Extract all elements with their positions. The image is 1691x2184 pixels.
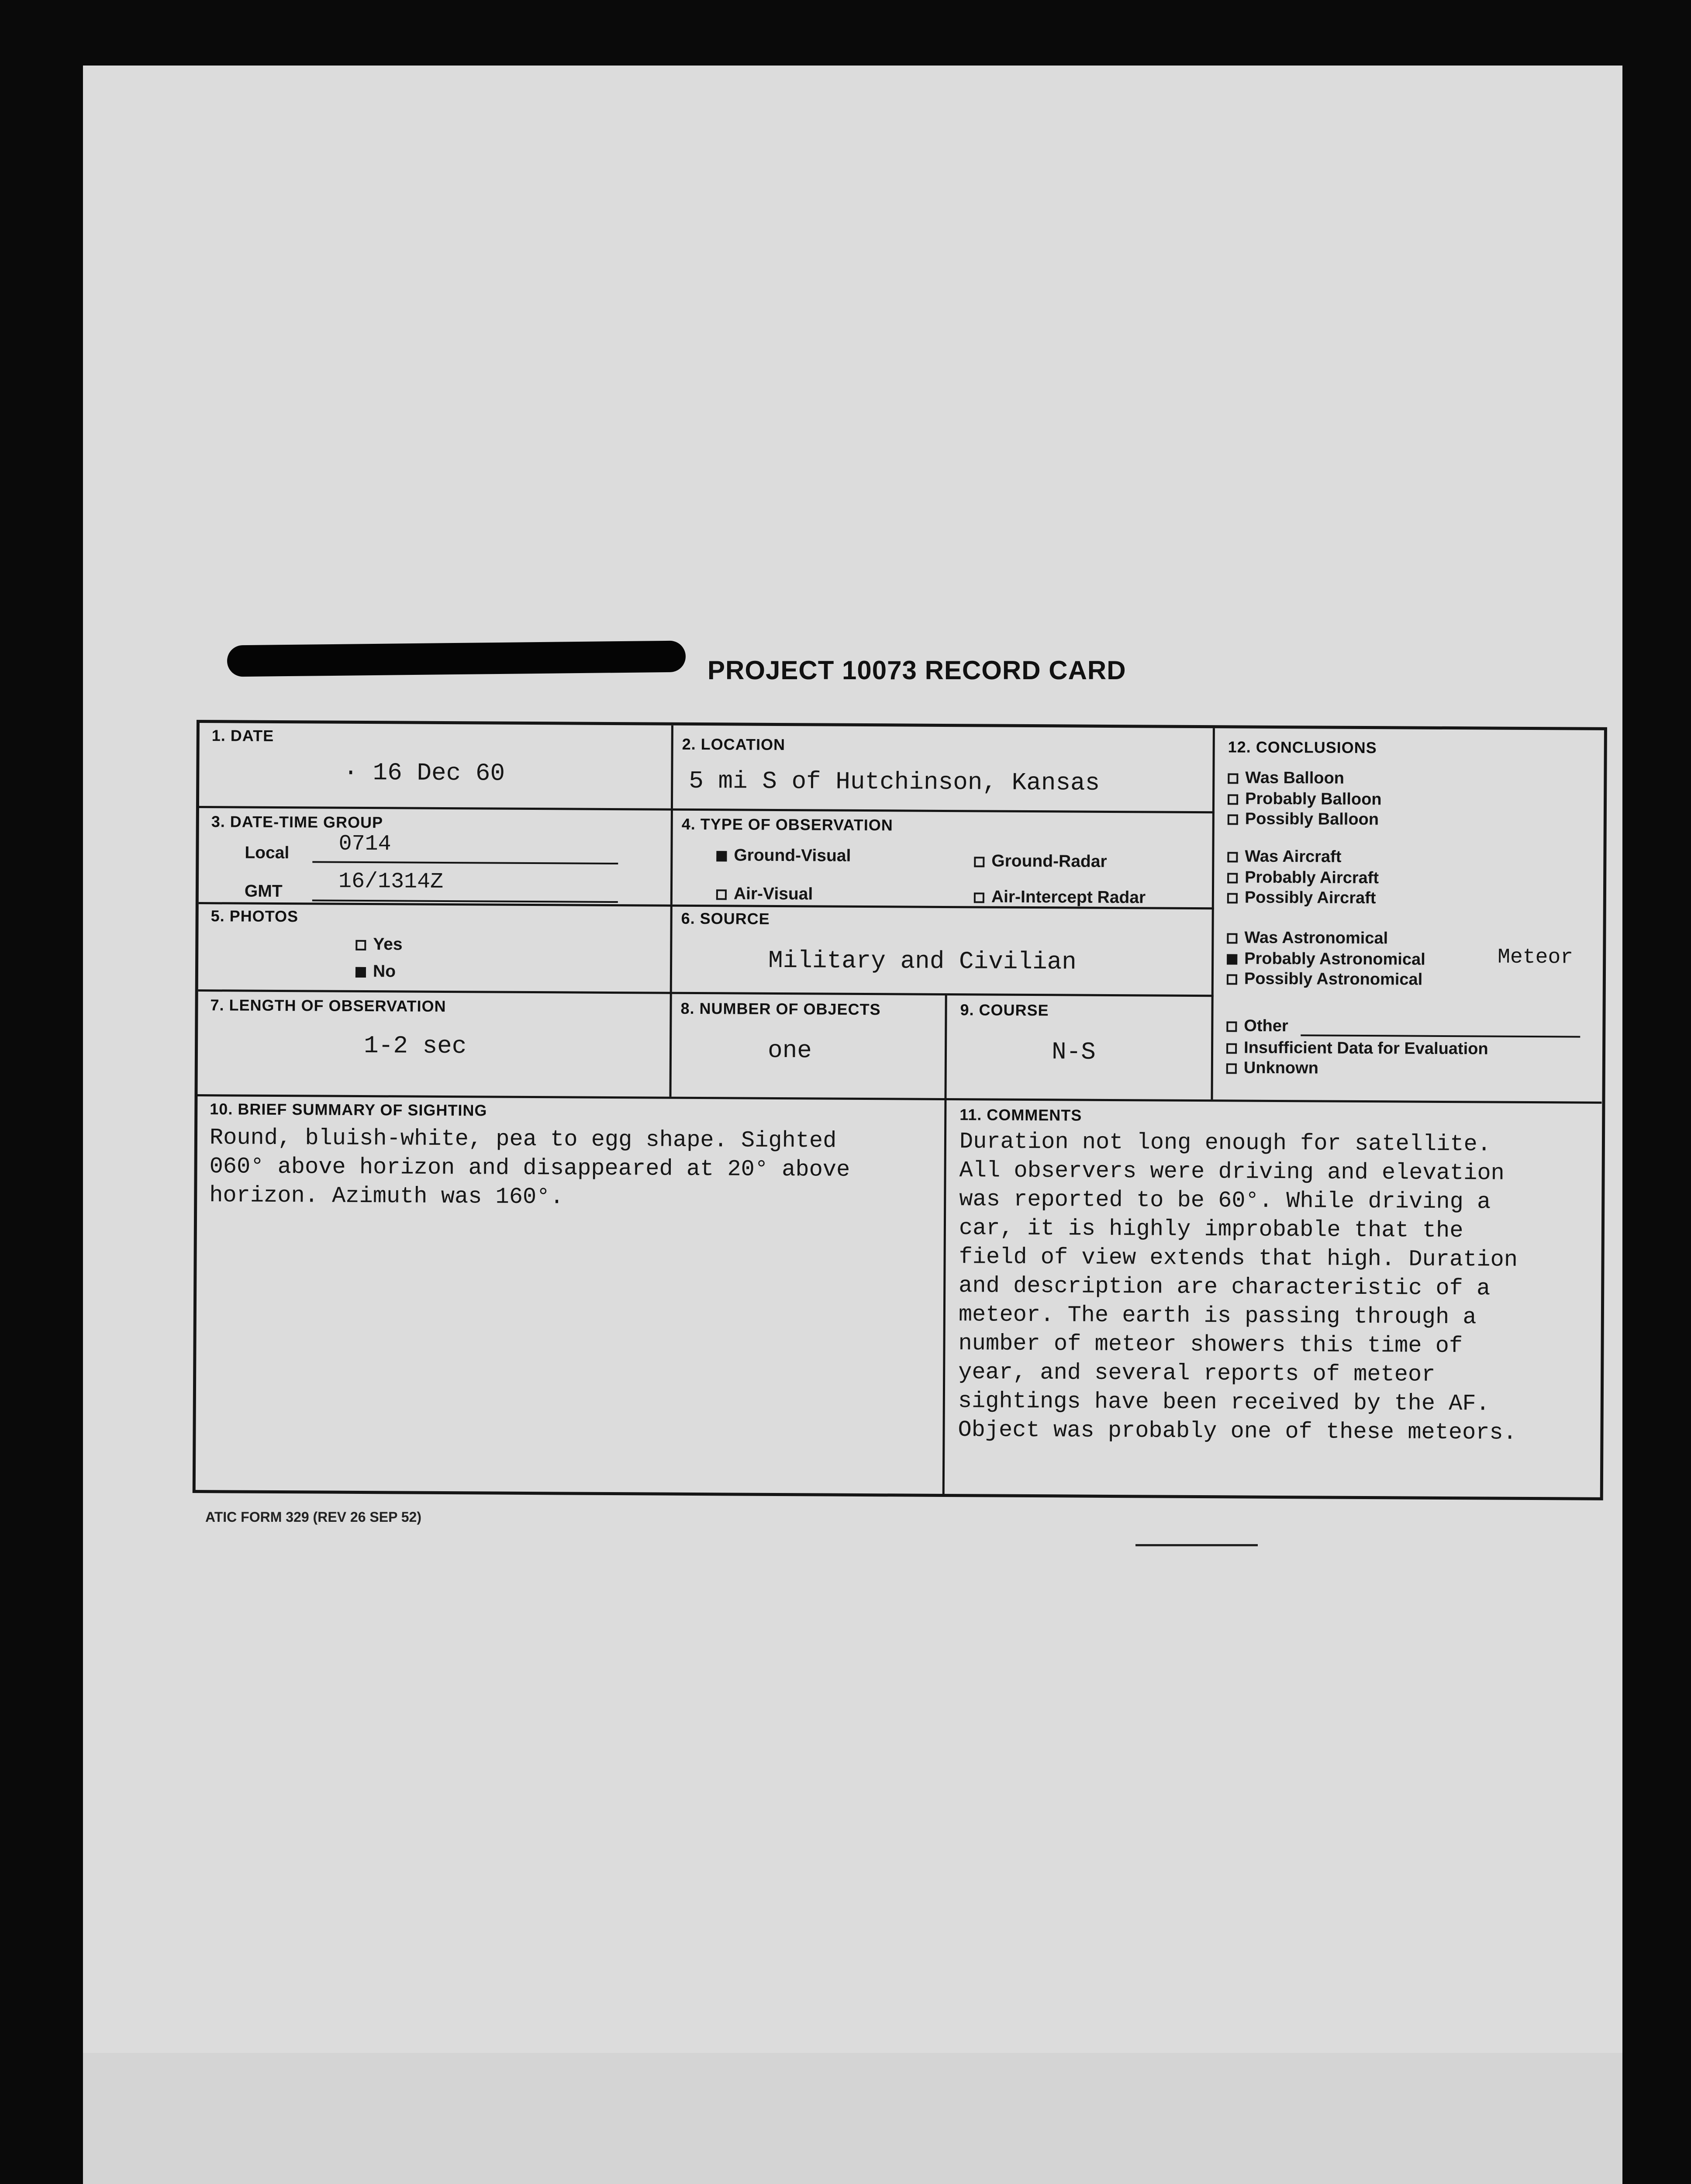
checkbox-icon [1227, 873, 1238, 883]
checkbox-icon [1228, 794, 1238, 805]
page-lower-shadow [83, 2053, 1622, 2184]
local-underline [312, 861, 618, 864]
conclusion-possibly-balloon: Possibly Balloon [1228, 809, 1379, 829]
comments-text: Duration not long enough for satellite. All observers were driving and elevation was reported to be 60°. While driving a car, it is highly improbable that the field of view extends that high. Duration and description are characteristic of a meteor. The earth is passing through a number of meteor showers this time of year, and several reports of meteor sightings have been received by the AF. Object was probably one of these meteors. [958, 1129, 1518, 1446]
conclusion-unknown: Unknown [1226, 1058, 1318, 1078]
gmt-underline [312, 899, 618, 903]
comments-cell [945, 1098, 1602, 1497]
type-of-observation-label: 4. TYPE OF OBSERVATION [681, 815, 893, 834]
number-of-objects-value: one [767, 1036, 812, 1065]
card-title: PROJECT 10073 RECORD CARD [707, 656, 1126, 685]
checkbox-icon [1227, 954, 1237, 964]
checkbox-icon [355, 940, 366, 950]
conclusion-annotation: Meteor [1498, 945, 1574, 970]
length-of-observation-value: 1-2 sec [363, 1032, 467, 1061]
pencil-dash-mark [1135, 1544, 1258, 1546]
brief-summary-label: 10. BRIEF SUMMARY OF SIGHTING [210, 1100, 487, 1120]
checkbox-icon [1228, 814, 1238, 825]
date-value: · 16 Dec 60 [343, 758, 505, 788]
conclusions-label: 12. CONCLUSIONS [1228, 738, 1377, 757]
date-time-group-label: 3. DATE-TIME GROUP [211, 812, 383, 832]
conclusion-probably-aircraft: Probably Aircraft [1227, 868, 1379, 888]
local-value: 0714 [338, 831, 391, 857]
photos-yes: Yes [355, 935, 402, 954]
gmt-value: 16/1314Z [338, 869, 444, 895]
local-label: Local [245, 843, 290, 863]
checkbox-icon [1227, 974, 1237, 985]
obs-air-intercept-radar: Air-Intercept Radar [974, 887, 1146, 907]
source-cell [672, 905, 1214, 995]
checkbox-icon [1227, 852, 1238, 862]
checkbox-icon [716, 851, 727, 861]
conclusion-possibly-aircraft: Possibly Aircraft [1227, 888, 1376, 908]
course-value: N-S [1051, 1038, 1096, 1066]
date-label: 1. DATE [211, 726, 274, 745]
conclusion-insufficient-data: Insufficient Data for Evaluation [1226, 1038, 1488, 1058]
location-label: 2. LOCATION [682, 735, 786, 754]
conclusion-probably-astronomical: Probably Astronomical [1227, 949, 1425, 969]
checkbox-icon [1226, 1063, 1237, 1074]
photos-cell [198, 902, 673, 992]
conclusion-probably-balloon: Probably Balloon [1228, 789, 1382, 809]
location-value: 5 mi S of Hutchinson, Kansas [689, 767, 1100, 797]
conclusion-was-aircraft: Was Aircraft [1227, 847, 1341, 866]
checkbox-icon [716, 889, 727, 900]
number-of-objects-label: 8. NUMBER OF OBJECTS [680, 999, 881, 1019]
photos-label: 5. PHOTOS [211, 907, 299, 926]
conclusion-was-balloon: Was Balloon [1228, 768, 1344, 788]
other-underline [1301, 1034, 1580, 1037]
checkbox-icon [1227, 893, 1238, 903]
conclusion-other: Other [1226, 1016, 1288, 1036]
redaction-bar [227, 641, 686, 677]
gmt-label: GMT [244, 881, 283, 901]
obs-ground-visual: Ground-Visual [716, 846, 851, 866]
record-card [193, 720, 1607, 1500]
length-of-observation-cell [198, 989, 672, 1097]
form-identifier: ATIC FORM 329 (REV 26 SEP 52) [205, 1509, 421, 1525]
course-cell [946, 993, 1213, 1099]
checkbox-icon [1226, 1043, 1237, 1054]
brief-summary-cell [196, 1094, 947, 1494]
date-time-group-cell [199, 806, 673, 905]
source-value: Military and Civilian [768, 946, 1077, 976]
checkbox-icon [1228, 773, 1238, 784]
checkbox-icon [974, 857, 984, 867]
location-cell [673, 726, 1215, 811]
date-cell [199, 723, 673, 809]
number-of-objects-cell [671, 992, 947, 1098]
checkbox-icon [1226, 1021, 1237, 1032]
type-of-observation-cell [673, 809, 1215, 907]
source-label: 6. SOURCE [681, 909, 770, 928]
conclusions-cell [1213, 728, 1603, 1102]
comments-label: 11. COMMENTS [959, 1106, 1082, 1124]
photos-no: No [355, 962, 396, 981]
obs-air-visual: Air-Visual [716, 884, 813, 904]
checkbox-icon [974, 892, 984, 903]
checkbox-icon [355, 967, 366, 978]
brief-summary-text: Round, bluish-white, pea to egg shape. Sighted 060° above horizon and disappeared at 20° above horizon. Azimuth was 160°. [209, 1125, 850, 1210]
conclusion-was-astronomical: Was Astronomical [1227, 928, 1388, 948]
conclusion-possibly-astronomical: Possibly Astronomical [1227, 969, 1422, 989]
obs-ground-radar: Ground-Radar [974, 851, 1107, 871]
length-of-observation-label: 7. LENGTH OF OBSERVATION [210, 996, 446, 1016]
course-label: 9. COURSE [960, 1001, 1049, 1019]
checkbox-icon [1227, 933, 1237, 943]
